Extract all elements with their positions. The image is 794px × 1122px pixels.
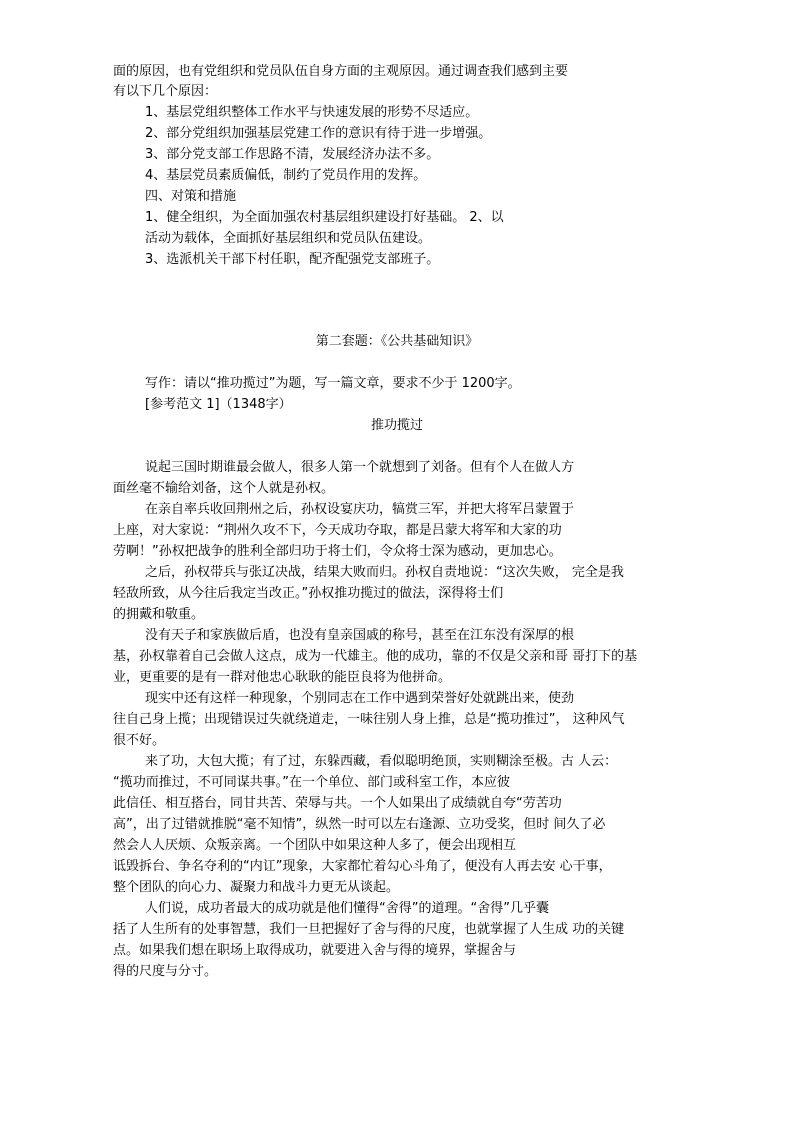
essay-line: 上座，对大家说：“荆州久攻不下，今天成功夺取，都是吕蒙大将军和大家的功 xyxy=(113,523,562,538)
measure-line: 1、健全组织，为全面加强农村基层组织建设打好基础。 2、以 xyxy=(145,210,504,225)
essay-line: 整个团队的向心力、凝聚力和战斗力更无从谈起。 xyxy=(113,880,400,895)
reason-item: 1、基层党组织整体工作水平与快速发展的形势不尽适应。 xyxy=(145,105,479,120)
writing-task: 写作：请以“推功揽过”为题，写一篇文章，要求不少于 1200字。 xyxy=(145,376,521,391)
measure-line: 活动为载体，全面抓好基层组织和党员队伍建设。 xyxy=(145,231,432,246)
essay-line: 诋毁拆台、争名夺利的“内讧”现象，大家都忙着勾心斗角了，便没有人再去安 心干事， xyxy=(113,859,612,874)
essay-line: 业，更重要的是有一群对他忠心耿耿的能臣良将为他拼命。 xyxy=(113,670,452,685)
essay-line: 现实中还有这样一种现象，个别同志在工作中遇到荣誉好处就跳出来，使劲 xyxy=(145,691,575,706)
essay-line: 轻敌所致，从今往后我定当改正。”孙权推功揽过的做法，深得将士们 xyxy=(113,586,504,601)
essay-line: 高”，出了过错就推脱“毫不知情”，纵然一时可以左右逢源、立功受奖，但时 间久了必 xyxy=(113,817,606,832)
exam-title: 第二套题：《公共基础知识》 xyxy=(315,334,479,349)
essay-line: 往自己身上揽；出现错误过失就绕道走，一味往别人身上推，总是“揽功推过”， 这种风气 xyxy=(113,712,625,727)
essay-line: 来了功，大包大揽；有了过，东躲西藏，看似聪明绝顶，实则糊涂至极。古 人云： xyxy=(145,754,618,769)
reason-item: 4、基层党员素质偏低，制约了党员作用的发挥。 xyxy=(145,168,427,183)
essay-line: 人们说，成功者最大的成功就是他们懂得“舍得”的道理。“舍得”几乎囊 xyxy=(145,901,549,916)
essay-line: 然会人人厌烦、众叛亲离。一个团队中如果这种人多了，便会出现相互 xyxy=(113,838,517,853)
essay-title: 推功揽过 xyxy=(370,418,423,433)
measure-line: 3、选派机关干部下村任职，配齐配强党支部班子。 xyxy=(145,252,440,267)
essay-line: 在亲自率兵收回荆州之后，孙权设宴庆功，犒赏三军，并把大将军吕蒙置于 xyxy=(145,502,575,517)
reason-item: 3、部分党支部工作思路不清，发展经济办法不多。 xyxy=(145,147,440,162)
essay-line: 此信任、相互搭台，同甘共苦、荣辱与共。一个人如果出了成绩就自夸“劳苦功 xyxy=(113,796,562,811)
essay-line: 没有天子和家族做后盾，也没有皇亲国戚的称号，甚至在江东没有深厚的根 xyxy=(145,628,575,643)
essay-line: 括了人生所有的处事智慧，我们一旦把握好了舍与得的尺度，也就掌握了人生成 功的关键 xyxy=(113,922,625,937)
reason-item: 2、部分党组织加强基层党建工作的意识有待于进一步增强。 xyxy=(145,126,492,141)
essay-line: 基，孙权靠着自己会做人这点，成为一代雄主。他的成功，靠的不仅是父亲和哥 哥打下的基 xyxy=(113,649,638,664)
section-heading: 四、对策和措施 xyxy=(145,189,237,204)
essay-line: 得的尺度与分寸。 xyxy=(113,964,218,979)
body-line: 面的原因，也有党组织和党员队伍自身方面的主观原因。通过调查我们感到主要 xyxy=(113,64,569,79)
essay-line: 点。如果我们想在职场上取得成功，就要进入舍与得的境界，掌握舍与 xyxy=(113,943,517,958)
essay-line: 劳啊！”孙权把战争的胜利全部归功于将士们，令众将士深为感动，更加忠心。 xyxy=(113,544,562,559)
essay-line: “揽功而推过，不可同谋共事。”在一个单位、部门或科室工作，本应彼 xyxy=(113,775,510,790)
body-line: 有以下几个原因： xyxy=(113,84,218,99)
essay-line: 的拥戴和敬重。 xyxy=(113,607,205,622)
essay-line: 很不好。 xyxy=(113,733,166,748)
reference-label: [参考范文 1]（1348字） xyxy=(145,397,292,412)
essay-line: 面丝毫不输给刘备，这个人就是孙权。 xyxy=(113,481,335,496)
essay-line: 说起三国时期谁最会做人，很多人第一个就想到了刘备。但有个人在做人方 xyxy=(145,460,575,475)
essay-line: 之后，孙权带兵与张辽决战，结果大败而归。孙权自责地说：“这次失败， 完全是我 xyxy=(145,565,624,580)
